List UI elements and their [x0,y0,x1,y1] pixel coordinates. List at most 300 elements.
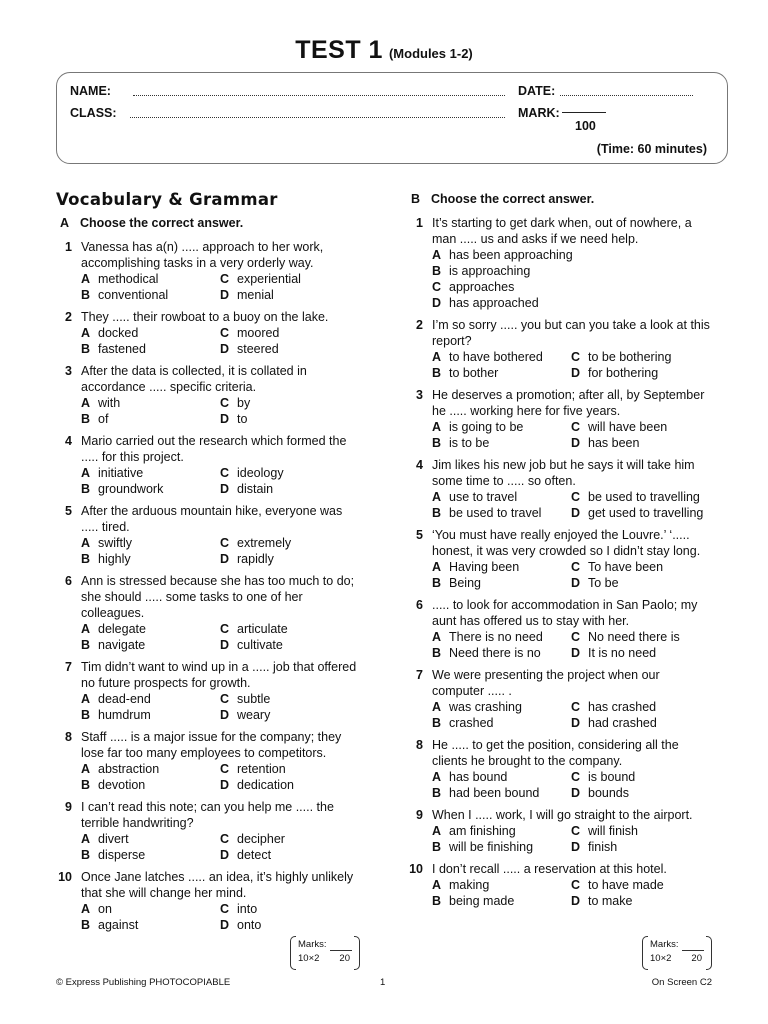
question-text: ‘You must have really enjoyed the Louvre.’ ‘..... honest, it was very crowded so I didn’t stay long. [432,528,701,558]
option-c[interactable] [571,419,712,435]
option-text: by [237,396,251,410]
option-c[interactable] [220,271,361,287]
option-text: will finish [588,824,639,838]
option-d[interactable] [571,715,712,731]
question-number: 7 [416,668,423,682]
option-text: with [98,396,121,410]
option-a[interactable] [432,247,712,263]
option-text: Having been [449,560,520,574]
option-letter: C [220,396,230,410]
option-letter: D [571,716,581,730]
test-title-main: TEST 1 [295,36,383,64]
question-text: He deserves a promotion; after all, by September he ..... working here for five years. [432,388,705,418]
option-letter: C [220,692,230,706]
marks-multiplier: 10×2 [298,953,320,964]
option-c[interactable] [571,349,712,365]
option-letter: C [220,536,230,550]
option-letter: D [220,918,230,932]
option-text: menial [237,288,274,302]
option-letter: D [571,840,581,854]
option-b[interactable] [432,575,571,591]
option-text: is to be [449,436,490,450]
question-a-4 [56,433,361,497]
option-d[interactable] [220,637,361,653]
option-text: conventional [98,288,169,302]
option-b[interactable] [81,411,220,427]
option-a[interactable] [432,699,571,715]
question-number: 2 [416,318,423,332]
option-text: to be bothering [588,350,672,364]
option-d[interactable] [571,785,712,801]
option-letter: A [81,832,91,846]
option-a[interactable] [81,901,220,917]
question-number: 9 [65,800,72,814]
option-text: weary [237,708,271,722]
time-limit: (Time: 60 minutes) [596,142,707,156]
question-number: 10 [409,862,423,876]
option-text: No need there is [588,630,680,644]
option-a[interactable] [432,769,571,785]
question-a-1 [56,239,361,303]
option-letter: D [571,646,581,660]
option-text: steered [237,342,279,356]
question-text: He ..... to get the position, considering all the clients he brought to the company. [432,738,679,768]
option-text: devotion [98,778,146,792]
option-text: It is no need [588,646,657,660]
class-field[interactable] [130,117,505,118]
option-letter: B [432,646,442,660]
option-letter: C [571,420,581,434]
option-a[interactable] [432,877,571,893]
part-a-instruction: Choose the correct answer. [80,216,244,230]
option-c[interactable] [432,279,712,295]
option-text: into [237,902,258,916]
option-text: Being [449,576,481,590]
option-text: against [98,918,139,932]
option-letter: B [81,918,91,932]
student-info-box [56,72,728,164]
option-letter: D [220,288,230,302]
option-c[interactable] [220,831,361,847]
question-text: We were presenting the project when our computer ..... . [432,668,660,698]
question-text: Ann is stressed because she has too much to do; she should ..... some tasks to one of her colleagues. [81,574,355,620]
marks-bracket-right [354,936,360,970]
question-number: 4 [65,434,72,448]
option-letter: C [571,490,581,504]
class-label: CLASS: [70,106,117,120]
question-b-1 [407,215,712,311]
section-title: Vocabulary & Grammar [56,190,278,209]
option-b[interactable] [432,839,571,855]
option-letter: B [432,264,442,278]
option-letter: D [571,366,581,380]
option-letter: B [432,716,442,730]
option-letter: B [432,894,442,908]
question-b-4 [407,457,712,521]
option-letter: A [81,326,91,340]
option-a[interactable] [81,465,220,481]
question-b-6 [407,597,712,661]
option-a[interactable] [81,691,220,707]
option-text: dead-end [98,692,151,706]
option-text: to [237,412,248,426]
option-c[interactable] [220,535,361,551]
option-text: initiative [98,466,144,480]
option-b[interactable] [81,551,220,567]
part-a-heading [60,216,243,230]
marks-bracket-right [706,936,712,970]
part-b-instruction: Choose the correct answer. [431,192,595,206]
footer-page-number: 1 [380,977,386,988]
date-field[interactable] [560,95,693,96]
option-letter: D [571,436,581,450]
option-letter: D [220,848,230,862]
mark-total: 100 [575,119,596,133]
option-text: highly [98,552,131,566]
question-text: Vanessa has a(n) ..... approach to her work, accomplishing tasks in a very orderly way. [81,240,324,270]
option-text: is going to be [449,420,524,434]
option-text: docked [98,326,139,340]
option-text: ideology [237,466,284,480]
option-b[interactable] [432,893,571,909]
option-text: had been bound [449,786,540,800]
option-text: subtle [237,692,271,706]
option-letter: A [81,762,91,776]
option-b[interactable] [81,341,220,357]
option-text: has been approaching [449,248,573,262]
option-text: navigate [98,638,146,652]
name-label: NAME: [70,84,111,98]
option-letter: B [432,840,442,854]
mark-fraction-line [562,112,606,113]
option-d[interactable] [571,575,712,591]
option-text: has crashed [588,700,657,714]
option-letter: C [571,560,581,574]
option-d[interactable] [571,893,712,909]
part-b-letter: B [411,192,421,206]
question-number: 5 [65,504,72,518]
option-d[interactable] [571,505,712,521]
option-c[interactable] [220,761,361,777]
option-text: has bound [449,770,508,784]
question-text: Mario carried out the research which formed the ..... for this project. [81,434,347,464]
option-text: is approaching [449,264,531,278]
option-a[interactable] [81,325,220,341]
option-d[interactable] [220,551,361,567]
option-letter: A [432,630,442,644]
option-letter: C [571,770,581,784]
option-text: being made [449,894,515,908]
question-number: 7 [65,660,72,674]
option-letter: A [432,824,442,838]
option-letter: D [571,894,581,908]
question-a-8 [56,729,361,793]
option-letter: D [220,482,230,496]
question-b-3 [407,387,712,451]
option-text: disperse [98,848,146,862]
option-text: fastened [98,342,146,356]
option-letter: A [81,692,91,706]
option-text: be used to travelling [588,490,700,504]
option-a[interactable] [432,489,571,505]
option-a[interactable] [81,535,220,551]
option-d[interactable] [220,847,361,863]
option-c[interactable] [571,629,712,645]
option-text: will have been [588,420,668,434]
name-field[interactable] [133,95,505,96]
option-text: had crashed [588,716,657,730]
option-letter: A [432,350,442,364]
option-letter: D [432,296,442,310]
option-letter: C [220,466,230,480]
option-text: onto [237,918,262,932]
footer-copyright: © Express Publishing PHOTOCOPIABLE [56,977,231,988]
option-text: Need there is no [449,646,541,660]
option-a[interactable] [432,419,571,435]
option-text: To be [588,576,619,590]
question-number: 9 [416,808,423,822]
question-text: I don’t recall ..... a reservation at this hotel. [432,862,667,876]
option-d[interactable] [220,917,361,933]
option-text: approaches [449,280,515,294]
option-letter: C [571,350,581,364]
question-b-8 [407,737,712,801]
question-text: After the data is collected, it is collated in accordance ..... specific criteria. [81,364,307,394]
option-text: be used to travel [449,506,542,520]
option-b[interactable] [81,637,220,653]
option-text: is bound [588,770,636,784]
option-letter: A [432,560,442,574]
question-number: 3 [416,388,423,402]
option-a[interactable] [81,271,220,287]
option-a[interactable] [81,761,220,777]
date-label: DATE: [518,84,556,98]
option-text: to make [588,894,633,908]
option-letter: B [432,786,442,800]
option-text: rapidly [237,552,274,566]
option-d[interactable] [220,707,361,723]
option-letter: C [220,326,230,340]
option-d[interactable] [220,341,361,357]
option-text: extremely [237,536,292,550]
question-b-7 [407,667,712,731]
option-c[interactable] [571,489,712,505]
option-letter: B [81,848,91,862]
option-c[interactable] [220,901,361,917]
option-text: bounds [588,786,630,800]
option-letter: B [81,778,91,792]
option-text: crashed [449,716,494,730]
option-text: cultivate [237,638,283,652]
option-letter: B [81,288,91,302]
option-c[interactable] [220,325,361,341]
option-a[interactable] [81,621,220,637]
part-a-questions [56,239,361,932]
option-letter: A [432,248,442,262]
option-b[interactable] [81,287,220,303]
option-letter: D [220,778,230,792]
option-a[interactable] [81,831,220,847]
option-c[interactable] [571,823,712,839]
option-a[interactable] [432,349,571,365]
question-text: ..... to look for accommodation in San Paolo; my aunt has offered us to stay with her. [432,598,698,628]
option-letter: D [571,786,581,800]
option-a[interactable] [81,395,220,411]
question-a-7 [56,659,361,723]
option-letter: C [220,272,230,286]
option-text: on [98,902,112,916]
marks-blank[interactable] [330,942,352,951]
question-a-2 [56,309,361,357]
option-c[interactable] [571,769,712,785]
option-text: abstraction [98,762,160,776]
option-letter: D [220,638,230,652]
option-b[interactable] [432,715,571,731]
question-number: 8 [416,738,423,752]
option-letter: B [81,412,91,426]
option-b[interactable] [432,263,712,279]
question-a-10 [56,869,361,933]
option-b[interactable] [81,917,220,933]
option-letter: A [81,622,91,636]
option-letter: D [571,576,581,590]
option-d[interactable] [220,777,361,793]
question-text: Tim didn’t want to wind up in a ..... job that offered no future prospects for growth. [81,660,357,690]
question-a-5 [56,503,361,567]
option-text: dedication [237,778,294,792]
question-a-3 [56,363,361,427]
option-c[interactable] [571,699,712,715]
option-b[interactable] [432,785,571,801]
question-number: 1 [65,240,72,254]
option-letter: C [220,622,230,636]
part-b-marks-box [642,936,712,970]
option-b[interactable] [81,777,220,793]
question-number: 1 [416,216,423,230]
option-text: distain [237,482,274,496]
option-letter: A [432,700,442,714]
question-number: 8 [65,730,72,744]
test-title-modules: (Modules 1-2) [388,46,473,61]
option-text: to bother [449,366,499,380]
option-text: to have bothered [449,350,543,364]
option-letter: A [432,878,442,892]
mark-label: MARK: [518,106,560,120]
option-text: decipher [237,832,285,846]
option-letter: B [81,482,91,496]
option-letter: A [81,902,91,916]
option-letter: B [81,708,91,722]
option-letter: C [220,832,230,846]
option-text: use to travel [449,490,518,504]
option-letter: C [571,630,581,644]
option-text: has been [588,436,640,450]
option-text: swiftly [98,536,133,550]
option-c[interactable] [571,877,712,893]
option-text: making [449,878,490,892]
option-text: divert [98,832,129,846]
question-text: They ..... their rowboat to a buoy on the lake. [81,310,329,324]
option-letter: B [81,342,91,356]
marks-label: Marks: [650,939,679,950]
option-c[interactable] [220,465,361,481]
option-c[interactable] [571,559,712,575]
option-text: humdrum [98,708,151,722]
option-letter: A [432,770,442,784]
question-text: Once Jane latches ..... an idea, it’s highly unlikely that she will change her mind. [81,870,354,900]
marks-blank[interactable] [682,942,704,951]
question-b-2 [407,317,712,381]
option-letter: A [81,272,91,286]
option-b[interactable] [81,847,220,863]
option-letter: B [432,576,442,590]
option-letter: B [81,638,91,652]
option-letter: D [571,506,581,520]
option-a[interactable] [432,823,571,839]
option-d[interactable] [571,839,712,855]
question-number: 5 [416,528,423,542]
option-text: has approached [449,296,539,310]
option-b[interactable] [432,435,571,451]
option-letter: B [81,552,91,566]
question-b-9 [407,807,712,855]
option-letter: C [571,824,581,838]
option-c[interactable] [220,621,361,637]
marks-bracket-left [642,936,648,970]
option-b[interactable] [81,707,220,723]
question-a-6 [56,573,361,653]
option-letter: C [220,902,230,916]
question-number: 2 [65,310,72,324]
option-d[interactable] [432,295,712,311]
option-a[interactable] [432,559,571,575]
option-b[interactable] [432,365,571,381]
question-b-5 [407,527,712,591]
option-c[interactable] [220,395,361,411]
question-b-10 [407,861,712,909]
option-a[interactable] [432,629,571,645]
marks-label-line [650,939,704,951]
option-b[interactable] [81,481,220,497]
option-b[interactable] [432,645,571,661]
part-b-questions [407,215,712,908]
option-letter: D [220,708,230,722]
marks-label: Marks: [298,939,327,950]
option-text: groundwork [98,482,164,496]
option-text: retention [237,762,286,776]
question-text: Staff ..... is a major issue for the company; they lose far too many employees to competitors. [81,730,342,760]
question-number: 6 [65,574,72,588]
option-b[interactable] [432,505,571,521]
option-letter: D [220,552,230,566]
option-c[interactable] [220,691,361,707]
question-text: After the arduous mountain hike, everyone was ..... tired. [81,504,343,534]
option-letter: A [432,490,442,504]
marks-bracket-left [290,936,296,970]
option-d[interactable] [220,411,361,427]
marks-label-line [298,939,352,951]
option-d[interactable] [571,435,712,451]
option-letter: D [220,342,230,356]
option-d[interactable] [220,481,361,497]
option-text: was crashing [449,700,522,714]
option-d[interactable] [571,365,712,381]
option-letter: D [220,412,230,426]
option-letter: B [432,436,442,450]
option-d[interactable] [571,645,712,661]
option-d[interactable] [220,287,361,303]
question-number: 6 [416,598,423,612]
